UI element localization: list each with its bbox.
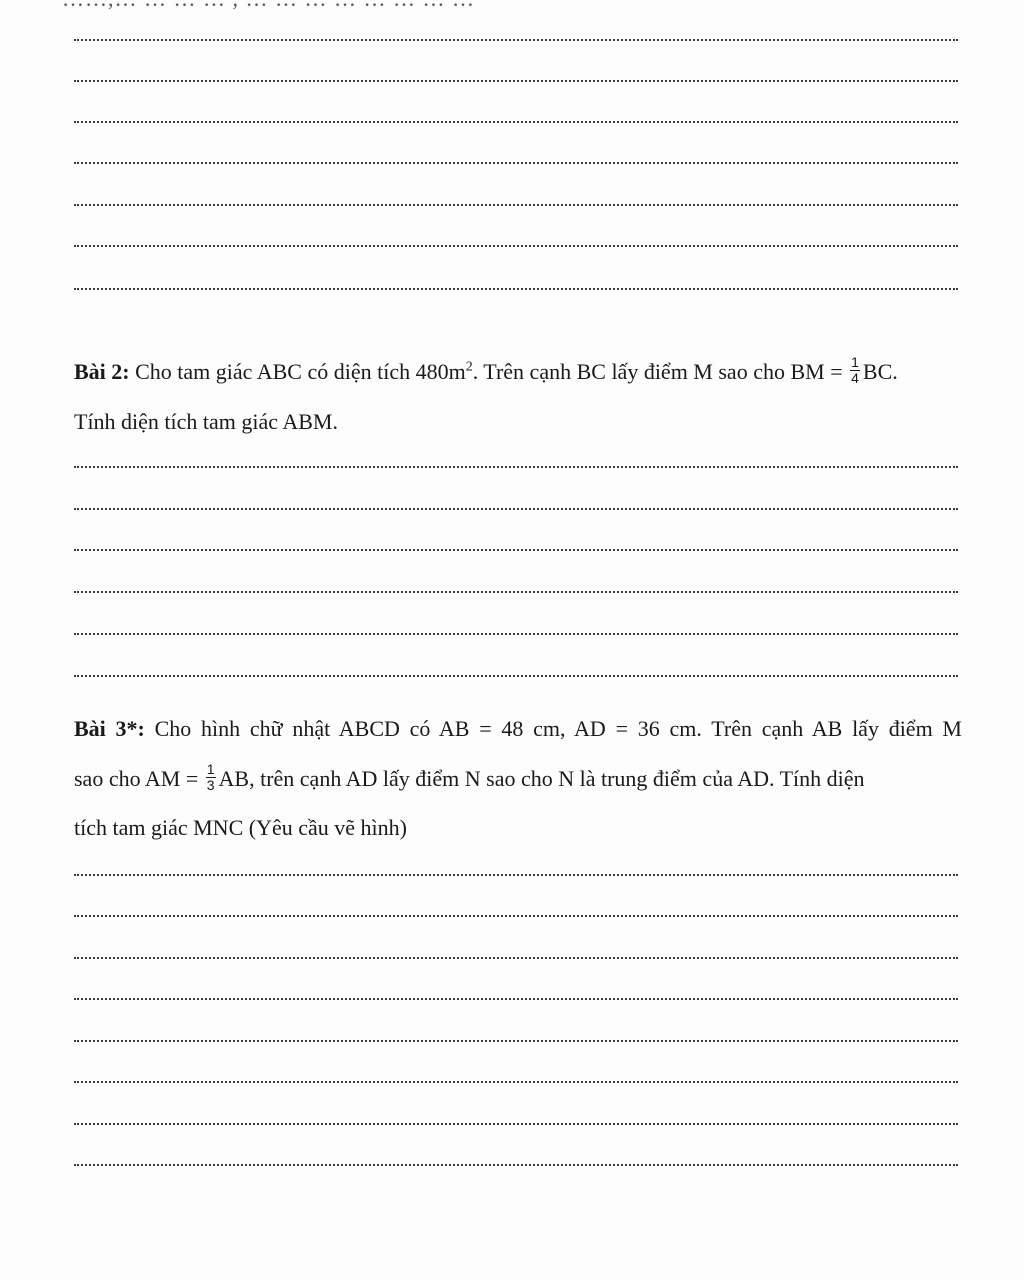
answer-line xyxy=(74,1123,958,1125)
bai3-line2-b: AB, trên cạnh AD lấy điểm N sao cho N là trung điểm của AD. Tính diện xyxy=(218,766,865,791)
bai3-label: Bài 3*: xyxy=(74,716,145,741)
answer-line xyxy=(74,675,958,677)
bai2-line-2: Tính diện tích tam giác ABM. xyxy=(74,409,338,434)
answer-line xyxy=(74,245,958,247)
fraction-numerator: 1 xyxy=(206,761,215,778)
answer-line xyxy=(74,288,958,290)
answer-line xyxy=(74,549,958,551)
answer-line xyxy=(74,39,958,41)
bai2-label: Bài 2: xyxy=(74,359,130,384)
bai2-text-c: BC. xyxy=(862,359,898,384)
answer-line xyxy=(74,162,958,164)
bai2-superscript: 2 xyxy=(465,359,473,375)
answer-line xyxy=(74,80,958,82)
answer-line xyxy=(74,633,958,635)
cut-off-text xyxy=(62,0,475,12)
bai3-line-1 xyxy=(74,714,962,744)
answer-line xyxy=(74,204,958,206)
bai3-fraction xyxy=(206,762,216,793)
answer-line xyxy=(74,466,958,468)
answer-line xyxy=(74,508,958,510)
bai2-fraction xyxy=(850,355,860,386)
answer-line xyxy=(74,1081,958,1083)
bai2-line-1 xyxy=(74,354,898,389)
answer-line xyxy=(74,957,958,959)
answer-line xyxy=(74,591,958,593)
bai3-line-2 xyxy=(74,761,865,796)
answer-line xyxy=(74,1040,958,1042)
answer-line xyxy=(74,998,958,1000)
fraction-denominator: 3 xyxy=(206,777,215,794)
answer-line xyxy=(74,121,958,123)
bai3-line2-a: sao cho AM = xyxy=(74,766,199,791)
bai3-text-a: Cho hình chữ nhật ABCD có AB = 48 cm, AD = 36 cm. Trên cạnh AB lấy điểm M xyxy=(144,716,962,741)
bai2-text-a: Cho tam giác ABC có diện tích 480m xyxy=(129,359,466,384)
answer-line xyxy=(74,1164,958,1166)
bai2-text-b: . Trên cạnh BC lấy điểm M sao cho BM = xyxy=(472,359,843,384)
fraction-denominator: 4 xyxy=(851,370,859,387)
fraction-numerator: 1 xyxy=(851,354,859,371)
bai3-line-3: tích tam giác MNC (Yêu cầu vẽ hình) xyxy=(74,815,407,840)
answer-line xyxy=(74,874,958,876)
answer-line xyxy=(74,915,958,917)
